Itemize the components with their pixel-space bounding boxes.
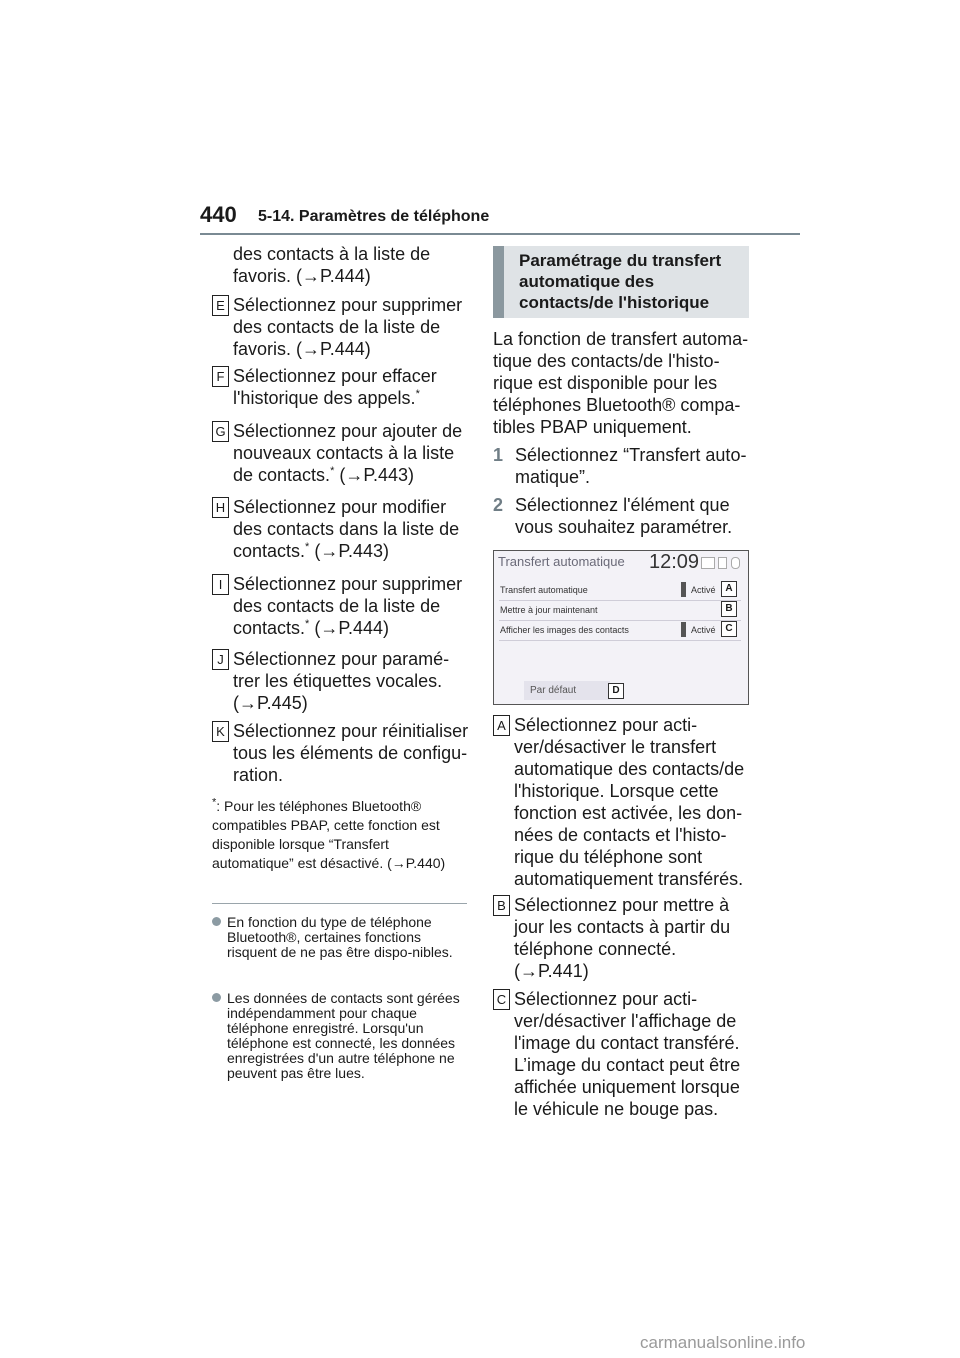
watermark: carmanualsonline.info (640, 1333, 806, 1352)
label-badge-k: K (212, 721, 229, 742)
screen-badge-a: A (721, 581, 737, 597)
label-badge-g: G (212, 421, 229, 442)
page-number: 440 (200, 202, 237, 227)
step-text: Sélectionnez l'élément que vous souhaitez paramétrer. (515, 495, 733, 537)
item-text-h: Sélectionnez pour modifier des contacts dans la liste de contacts.* (→P.443) (233, 497, 460, 561)
bullet-text-1: En fonction du type de téléphone Bluetooth®, certaines fonctions risquent de ne pas être dispo-nibles. (227, 914, 453, 960)
label-badge-h: H (212, 497, 229, 518)
item-text-i: Sélectionnez pour supprimer des contacts de la liste de contacts.* (→P.444) (233, 574, 463, 638)
screen-badge-c: C (721, 621, 737, 637)
item-text-j: Sélectionnez pour paramé-trer les étiquettes vocales. (→P.445) (233, 649, 450, 713)
row-value: Activé (691, 625, 716, 635)
screen-clock: 12:09 (649, 551, 700, 573)
bullet-dot-icon (212, 993, 221, 1002)
item-text-b: Sélectionnez pour mettre à jour les contacts à partir du téléphone connecté. (→P.441) (514, 895, 731, 981)
label-badge-b: B (493, 895, 510, 916)
battery-icon (718, 557, 727, 569)
label-badge-a: A (493, 715, 510, 736)
screen-title: Transfert automatique (498, 554, 625, 569)
bullet-text-2: Les données de contacts sont gérées indépendamment pour chaque téléphone enregistré. Lorsqu'un téléphone est connecté, les données enregistrées d'un autre téléphone ne peuvent pas être lues. (227, 990, 460, 1081)
label-badge-e: E (212, 295, 229, 316)
item-text-e: Sélectionnez pour supprimer des contacts de la liste de favoris. (→P.444) (233, 295, 463, 359)
screen-row-transfer[interactable] (499, 580, 741, 601)
screen-row-images[interactable] (499, 620, 741, 641)
continuation-text: des contacts à la liste de favoris. (→P.444) (233, 244, 431, 286)
item-text-k: Sélectionnez pour réinitialiser tous les éléments de configu-ration. (233, 721, 469, 785)
intro-text: La fonction de transfert automa-tique des contacts/de l'histo-rique est disponible pour les téléphones Bluetooth® compa-tibles PBAP uniquement. (493, 329, 749, 437)
item-text-a: Sélectionnez pour acti-ver/désactiver le transfert automatique des contacts/de l'historique. Lorsque cette fonction est activée, les don-nées de contacts et l'histo-rique du téléphone sont automatiquement transférés. (514, 715, 745, 889)
item-text-g: Sélectionnez pour ajouter de nouveaux contacts à la liste de contacts.* (→P.443) (233, 421, 463, 485)
item-text-c: Sélectionnez pour acti-ver/désactiver l'affichage de l'image du contact transféré. L’image du contact peut être affichée uniquement lorsque le véhicule ne bouge pas. (514, 989, 741, 1119)
step-number: 2 (493, 495, 504, 515)
note-bullet-2 (212, 991, 472, 1101)
toggle-indicator-icon (681, 582, 686, 597)
header-rule (200, 233, 800, 235)
section-heading: Paramétrage du transfert automatique des contacts/de l'historique (493, 246, 749, 318)
screen-capture (493, 550, 749, 705)
settings-icon (731, 557, 740, 569)
row-label: Mettre à jour maintenant (500, 605, 598, 615)
label-badge-j: J (212, 649, 229, 670)
footnote: *: Pour les téléphones Bluetooth® compatibles PBAP, cette fonction est disponible lorsque “Transfert automatique” est désactivé. (→P.440) (212, 796, 446, 871)
default-button[interactable]: Par défaut (524, 681, 610, 700)
note-divider (212, 903, 467, 904)
label-badge-f: F (212, 366, 229, 387)
status-icon (701, 557, 715, 569)
screen-row-update[interactable] (499, 600, 741, 621)
item-text-f: Sélectionnez pour effacer l'historique des appels.* (233, 366, 437, 408)
toggle-indicator-icon (681, 622, 686, 637)
step-text: Sélectionnez “Transfert auto-matique”. (515, 445, 747, 487)
row-value: Activé (691, 585, 716, 595)
screen-badge-d: D (608, 683, 624, 699)
row-label: Transfert automatique (500, 585, 588, 595)
screen-badge-b: B (721, 601, 737, 617)
label-badge-i: I (212, 574, 229, 595)
step-number: 1 (493, 445, 504, 465)
bullet-dot-icon (212, 917, 221, 926)
section-title: 5-14. Paramètres de téléphone (258, 208, 490, 225)
row-label: Afficher les images des contacts (500, 625, 629, 635)
label-badge-c: C (493, 989, 510, 1010)
note-bullet-1 (212, 915, 472, 985)
